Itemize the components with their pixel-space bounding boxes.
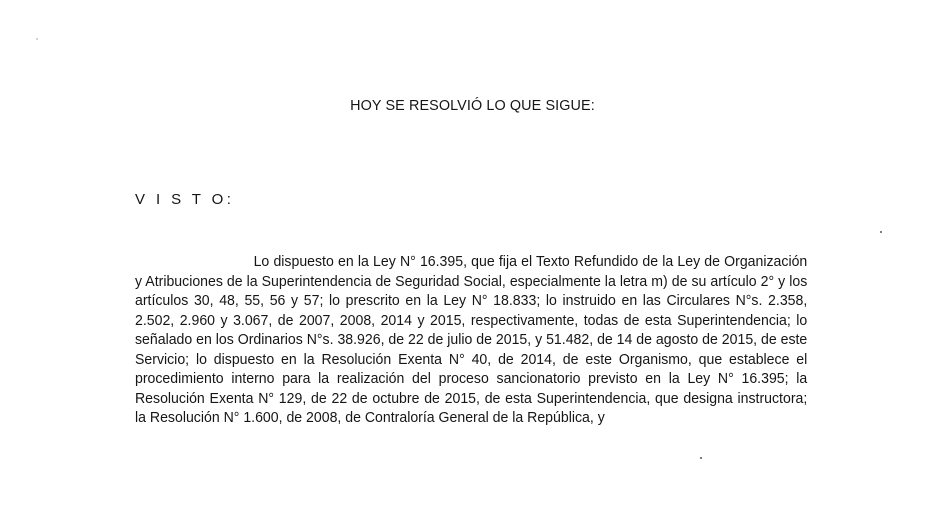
visto-section-label: V I S T O: xyxy=(135,191,235,208)
visto-paragraph: Lo dispuesto en la Ley N° 16.395, que fija el Texto Refundido de la Ley de Organización y Atribuciones de la Superintendencia de Seguridad Social, especialmente la letra m) de su artículo 2° y los artículos 30, 48, 55, 56 y 57; lo prescrito en la Ley N° 18.833; lo instruido en las Circulares N°s. 2.358, 2.502, 2.960 y 3.067, de 2007, 2008, 2014 y 2015, respectivamente, todas de esta Superintendencia; lo señalado en los Ordinarios N°s. 38.926, de 22 de julio de 2015, y 51.482, de 14 de agosto de 2015, de este Servicio; lo dispuesto en la Resolución Exenta N° 40, de 2014, de este Organismo, que establece el procedimiento interno para la realización del proceso sancionatorio previsto en la Ley N° 16.395; la Resolución Exenta N° 129, de 22 de octubre de 2015, de esta Superintendencia, que designa instructora; la Resolución N° 1.600, de 2008, de Contraloría General de la República, y xyxy=(135,254,808,426)
scan-speck xyxy=(700,457,702,459)
scan-speck xyxy=(36,38,38,40)
scan-speck xyxy=(880,231,882,233)
resolution-heading: HOY SE RESOLVIÓ LO QUE SIGUE: xyxy=(350,97,595,114)
